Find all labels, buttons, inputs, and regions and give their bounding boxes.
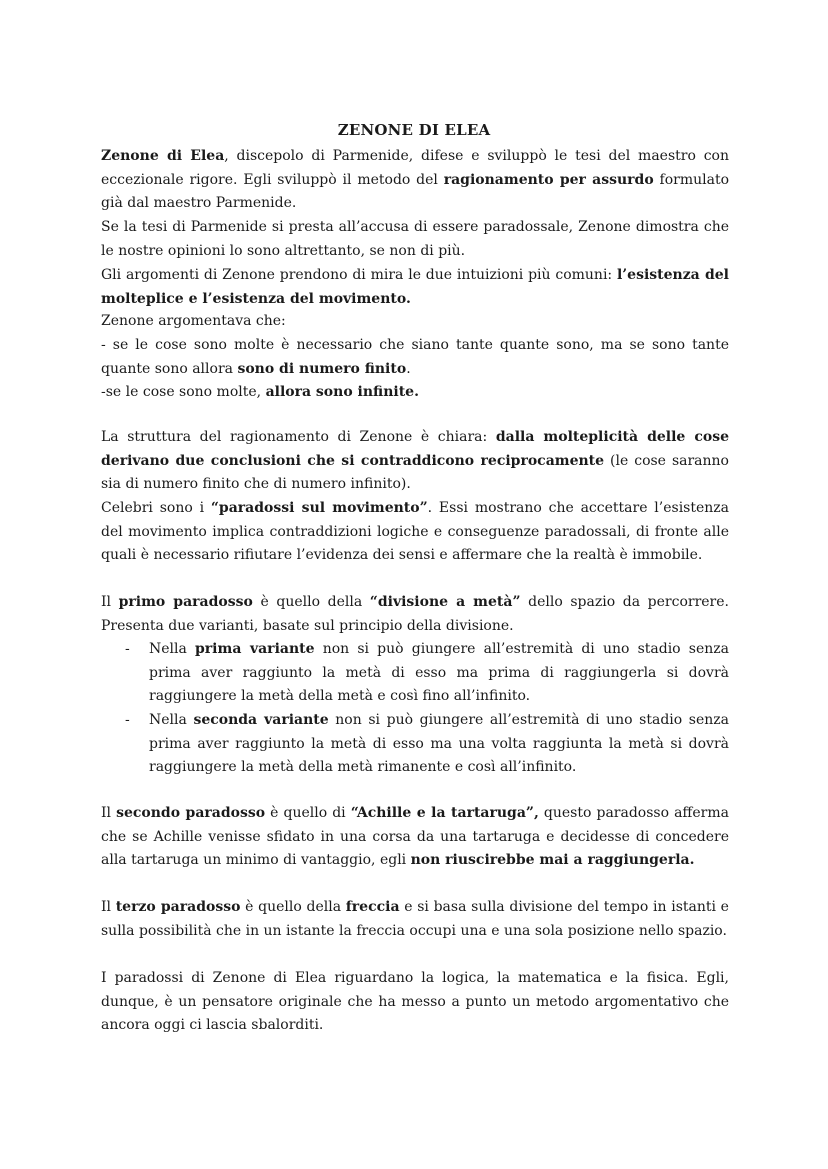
paragraph-first-paradox: Il primo paradosso è quello della “divisione a metà” dello spazio da percorrere. Presenta due varianti, basate sul principio della divisione. <box>101 594 729 634</box>
paragraph-second-paradox: Il secondo paradosso è quello di “Achille e la tartaruga”, questo paradosso afferma che se Achille venisse sfidato in una corsa da una tartaruga e decidesse di concedere alla tartaruga un minimo di vantaggio, egli non riuscirebbe mai a raggiungerla. <box>101 805 729 869</box>
bold-text: ragionamento per assurdo <box>443 171 654 188</box>
bold-text: non riuscirebbe mai a raggiungerla. <box>410 852 695 869</box>
bold-text: allora sono infinite. <box>265 384 419 400</box>
paragraph-intro: Zenone di Elea, discepolo di Parmenide, difese e sviluppò le tesi del maestro con eccezionale rigore. Egli sviluppò il metodo del ragionamento per assurdo formulato già dal maestro Parmenide. <box>101 148 729 212</box>
bold-text: dalla molteplicità delle cose derivano due conclusioni che si contraddicono reciprocamente <box>101 429 730 469</box>
paragraph-structure: La struttura del ragionamento di Zenone è chiara: dalla molteplicità delle cose derivano due conclusioni che si contraddicono reciprocamente (le cose saranno sia di numero finito che di numero infinito). <box>101 429 730 493</box>
list-bullet: - <box>125 712 130 728</box>
bold-text: Zenone di Elea <box>101 148 225 164</box>
bold-text: terzo paradosso <box>115 899 241 915</box>
bold-text: prima variante <box>195 641 315 657</box>
bold-text: “Achille e la tartaruga”, <box>350 805 539 821</box>
bold-text: secondo paradosso <box>116 805 266 821</box>
list-item-first-variant: Nella prima variante non si può giungere all’estremità di uno stadio senza prima aver raggiunto la metà di esso ma prima di raggiungerla si dovrà raggiungere la metà della metà e così fino all’infinito. <box>149 641 729 705</box>
list-bullet: - <box>125 641 130 657</box>
bold-text: primo paradosso <box>118 594 253 610</box>
bold-text: “paradossi sul movimento” <box>210 500 428 516</box>
paragraph-motion-paradoxes: Celebri sono i “paradossi sul movimento”. Essi mostrano che accettare l’esistenza del movimento implica contraddizioni logiche e conseguenze paradossali, di fronte alle quali è necessario rifiutare l’evidenza dei sensi e affermare che la realtà è immobile. <box>101 500 730 564</box>
paragraph-finite: - se le cose sono molte è necessario che siano tante quante sono, ma se sono tante quante sono allora sono di numero finito. <box>101 337 729 377</box>
bold-text: seconda variante <box>193 712 329 728</box>
paragraph-third-paradox: Il terzo paradosso è quello della freccia e si basa sulla divisione del tempo in istanti e sulla possibilità che in un istante la freccia occupi una e una sola posizione nello spazio. <box>101 899 729 939</box>
bold-text: l’esistenza del molteplice e l’esistenza del movimento. <box>101 267 729 307</box>
bold-text: freccia <box>345 899 400 915</box>
paragraph-paradox-thesis: Se la tesi di Parmenide si presta all’accusa di essere paradossale, Zenone dimostra che le nostre opinioni lo sono altrettanto, se non di più. <box>101 219 729 259</box>
paragraph-infinite: -se le cose sono molte, allora sono infinite. <box>101 384 419 400</box>
paragraph-conclusion: I paradossi di Zenone di Elea riguardano la logica, la matematica e la fisica. Egli, dunque, è un pensatore originale che ha messo a punto un metodo argomentativo che ancora oggi ci lascia sbalorditi. <box>101 970 729 1034</box>
bold-text: sono di numero finito <box>237 360 407 377</box>
bold-text: “divisione a metà” <box>369 594 521 610</box>
paragraph-arguments: Gli argomenti di Zenone prendono di mira le due intuizioni più comuni: l’esistenza del molteplice e l’esistenza del movimento. <box>101 267 729 307</box>
paragraph-argued: Zenone argomentava che: <box>101 313 286 329</box>
list-item-second-variant: Nella seconda variante non si può giungere all’estremità di uno stadio senza prima aver raggiunto la metà di esso ma una volta raggiunta la metà si dovrà raggiungere la metà della metà rimanente e così all’infinito. <box>149 712 729 776</box>
page-title: ZENONE DI ELEA <box>337 121 491 139</box>
